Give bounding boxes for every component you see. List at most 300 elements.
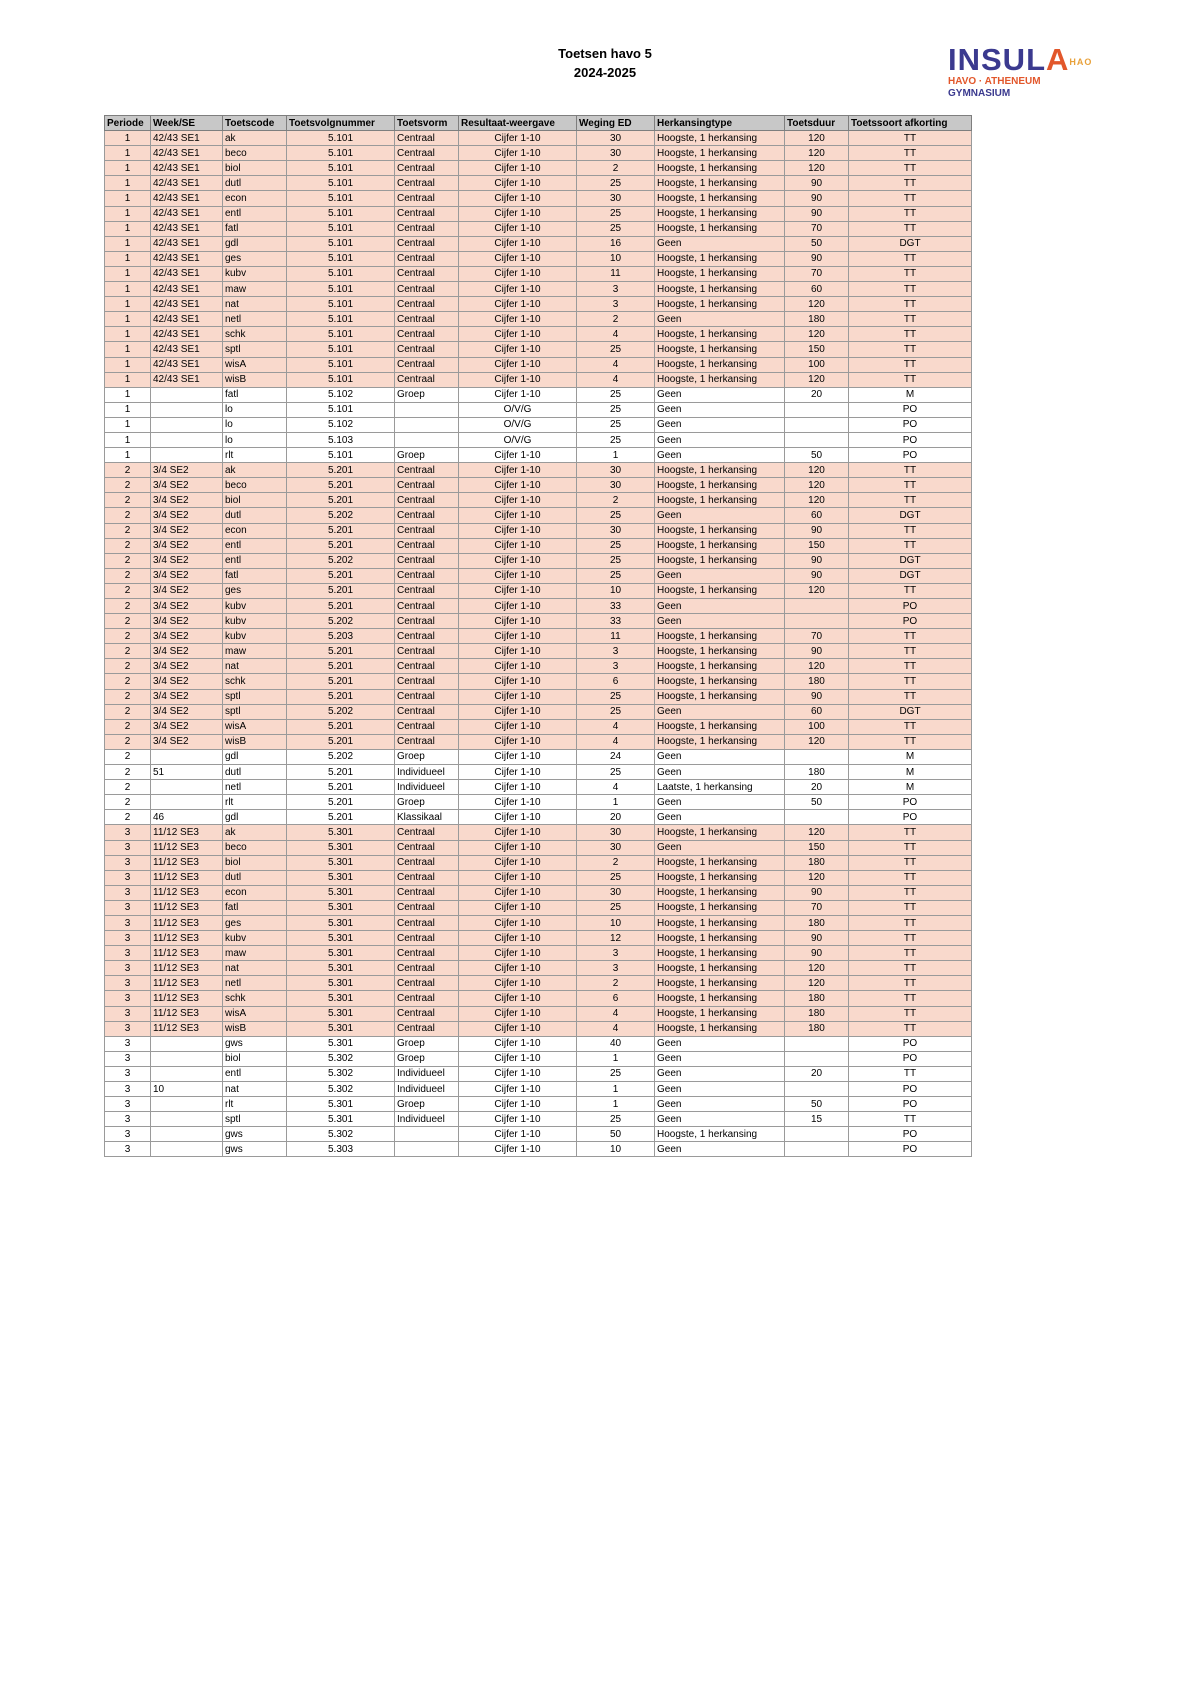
table-cell: 5.302 — [287, 1127, 395, 1142]
table-cell: 120 — [785, 583, 849, 598]
table-cell: 11/12 SE3 — [151, 840, 223, 855]
table-cell: 2 — [105, 765, 151, 780]
table-cell: Cijfer 1-10 — [459, 478, 577, 493]
table-cell: Geen — [655, 448, 785, 463]
table-cell: Cijfer 1-10 — [459, 191, 577, 206]
table-cell: Hoogste, 1 herkansing — [655, 372, 785, 387]
table-cell: Geen — [655, 417, 785, 432]
table-cell: Hoogste, 1 herkansing — [655, 478, 785, 493]
table-cell: PO — [849, 1142, 972, 1157]
table-cell: Cijfer 1-10 — [459, 553, 577, 568]
table-cell: kubv — [223, 599, 287, 614]
table-cell: Centraal — [395, 357, 459, 372]
table-cell: 3 — [105, 1112, 151, 1127]
table-cell: Cijfer 1-10 — [459, 372, 577, 387]
table-cell: 25 — [577, 553, 655, 568]
table-row — [105, 523, 972, 538]
table-cell: 5.202 — [287, 704, 395, 719]
table-cell: 120 — [785, 327, 849, 342]
table-cell: lo — [223, 432, 287, 447]
table-cell: Hoogste, 1 herkansing — [655, 885, 785, 900]
table-cell: netl — [223, 312, 287, 327]
table-cell: 3 — [105, 976, 151, 991]
table-cell: DGT — [849, 568, 972, 583]
table-cell: TT — [849, 161, 972, 176]
table-row — [105, 236, 972, 251]
table-cell: 6 — [577, 991, 655, 1006]
table-cell: rlt — [223, 795, 287, 810]
table-cell: Centraal — [395, 704, 459, 719]
table-row — [105, 825, 972, 840]
table-cell — [785, 1036, 849, 1051]
table-cell: Cijfer 1-10 — [459, 568, 577, 583]
table-cell: 2 — [105, 810, 151, 825]
table-cell: 25 — [577, 900, 655, 915]
table-row — [105, 795, 972, 810]
table-cell: maw — [223, 644, 287, 659]
table-cell: Cijfer 1-10 — [459, 1021, 577, 1036]
table-cell: Hoogste, 1 herkansing — [655, 659, 785, 674]
table-cell: Individueel — [395, 780, 459, 795]
table-cell: O/V/G — [459, 432, 577, 447]
table-cell: 5.101 — [287, 191, 395, 206]
table-cell: 3 — [105, 1021, 151, 1036]
table-cell: DGT — [849, 704, 972, 719]
table-cell: 5.301 — [287, 946, 395, 961]
table-cell: Groep — [395, 1051, 459, 1066]
table-cell: 120 — [785, 825, 849, 840]
table-row — [105, 915, 972, 930]
table-cell: 1 — [105, 266, 151, 281]
table-cell: 3 — [105, 825, 151, 840]
table-cell: dutl — [223, 508, 287, 523]
table-cell: fatl — [223, 387, 287, 402]
table-cell: 90 — [785, 191, 849, 206]
table-cell: schk — [223, 674, 287, 689]
table-cell — [785, 402, 849, 417]
table-cell: Hoogste, 1 herkansing — [655, 282, 785, 297]
table-cell — [151, 387, 223, 402]
table-cell: 5.301 — [287, 1021, 395, 1036]
table-cell: gws — [223, 1127, 287, 1142]
table-cell: TT — [849, 206, 972, 221]
table-cell: Cijfer 1-10 — [459, 870, 577, 885]
table-cell: 1 — [105, 327, 151, 342]
table-cell: 20 — [577, 810, 655, 825]
table-cell: Cijfer 1-10 — [459, 161, 577, 176]
table-cell: Hoogste, 1 herkansing — [655, 342, 785, 357]
table-cell: nat — [223, 1082, 287, 1097]
table-cell: Geen — [655, 749, 785, 764]
table-cell: 5.101 — [287, 251, 395, 266]
table-cell: 5.101 — [287, 282, 395, 297]
table-row — [105, 1006, 972, 1021]
table-cell: Hoogste, 1 herkansing — [655, 327, 785, 342]
table-cell: 2 — [105, 704, 151, 719]
table-cell: 50 — [577, 1127, 655, 1142]
table-cell: 5.101 — [287, 327, 395, 342]
table-row — [105, 342, 972, 357]
table-row — [105, 357, 972, 372]
table-cell: Individueel — [395, 1082, 459, 1097]
table-cell: 4 — [577, 357, 655, 372]
table-cell: 60 — [785, 282, 849, 297]
table-cell: 5.101 — [287, 448, 395, 463]
table-cell: 3/4 SE2 — [151, 644, 223, 659]
table-cell: 180 — [785, 991, 849, 1006]
table-cell: 42/43 SE1 — [151, 282, 223, 297]
table-cell: 3/4 SE2 — [151, 523, 223, 538]
table-cell — [785, 1127, 849, 1142]
table-row — [105, 629, 972, 644]
table-cell: 4 — [577, 372, 655, 387]
table-cell: 5.301 — [287, 1112, 395, 1127]
table-cell: 100 — [785, 719, 849, 734]
table-cell: 70 — [785, 629, 849, 644]
table-cell: Cijfer 1-10 — [459, 599, 577, 614]
table-cell: 25 — [577, 689, 655, 704]
table-cell: 90 — [785, 931, 849, 946]
table-cell: 25 — [577, 402, 655, 417]
table-cell: 3 — [105, 870, 151, 885]
table-cell: Geen — [655, 387, 785, 402]
table-cell: Hoogste, 1 herkansing — [655, 644, 785, 659]
table-row — [105, 674, 972, 689]
table-cell: Centraal — [395, 176, 459, 191]
table-cell: Hoogste, 1 herkansing — [655, 1006, 785, 1021]
column-header: Week/SE — [151, 116, 223, 131]
table-row — [105, 372, 972, 387]
table-cell: 11/12 SE3 — [151, 961, 223, 976]
table-cell: 4 — [577, 1006, 655, 1021]
table-cell: 12 — [577, 931, 655, 946]
table-cell: 1 — [105, 176, 151, 191]
table-cell: Cijfer 1-10 — [459, 251, 577, 266]
table-cell: Cijfer 1-10 — [459, 689, 577, 704]
table-cell: 5.301 — [287, 825, 395, 840]
table-cell: 11/12 SE3 — [151, 991, 223, 1006]
table-cell: Geen — [655, 765, 785, 780]
table-cell: 3/4 SE2 — [151, 704, 223, 719]
table-cell: Centraal — [395, 312, 459, 327]
table-cell: Hoogste, 1 herkansing — [655, 870, 785, 885]
table-cell: 180 — [785, 765, 849, 780]
table-cell: Cijfer 1-10 — [459, 463, 577, 478]
table-cell: 4 — [577, 327, 655, 342]
table-cell: ak — [223, 825, 287, 840]
table-cell: Centraal — [395, 885, 459, 900]
logo-subtitle-2: GYMNASIUM — [948, 88, 1011, 99]
table-cell: 120 — [785, 870, 849, 885]
table-cell: 11/12 SE3 — [151, 931, 223, 946]
table-cell: TT — [849, 146, 972, 161]
table-cell: Cijfer 1-10 — [459, 900, 577, 915]
table-cell: 1 — [105, 357, 151, 372]
table-cell: 5.101 — [287, 297, 395, 312]
table-cell: 3 — [105, 961, 151, 976]
table-cell — [151, 795, 223, 810]
table-cell: 180 — [785, 1006, 849, 1021]
table-cell: 11 — [577, 629, 655, 644]
table-cell: Cijfer 1-10 — [459, 282, 577, 297]
table-row — [105, 946, 972, 961]
table-cell: fatl — [223, 221, 287, 236]
table-cell: Geen — [655, 568, 785, 583]
table-cell: econ — [223, 191, 287, 206]
table-cell: 2 — [105, 493, 151, 508]
table-cell: 2 — [105, 780, 151, 795]
table-cell: Centraal — [395, 538, 459, 553]
table-cell: Cijfer 1-10 — [459, 327, 577, 342]
table-cell: 120 — [785, 131, 849, 146]
table-cell: DGT — [849, 553, 972, 568]
table-cell: Centraal — [395, 599, 459, 614]
table-cell: TT — [849, 327, 972, 342]
table-cell: PO — [849, 1036, 972, 1051]
table-cell: Cijfer 1-10 — [459, 810, 577, 825]
table-cell: Cijfer 1-10 — [459, 795, 577, 810]
table-cell: 1 — [105, 402, 151, 417]
table-cell: TT — [849, 1066, 972, 1081]
table-cell: 2 — [105, 749, 151, 764]
table-cell: 2 — [105, 538, 151, 553]
table-cell: 150 — [785, 342, 849, 357]
document-title — [510, 44, 700, 82]
table-cell: 3/4 SE2 — [151, 538, 223, 553]
table-cell: Cijfer 1-10 — [459, 946, 577, 961]
table-row — [105, 191, 972, 206]
table-cell: TT — [849, 674, 972, 689]
table-cell: 51 — [151, 765, 223, 780]
table-cell: 4 — [577, 1021, 655, 1036]
table-cell: Geen — [655, 432, 785, 447]
table-cell: 30 — [577, 146, 655, 161]
table-cell: Cijfer 1-10 — [459, 749, 577, 764]
table-cell: 3 — [105, 1127, 151, 1142]
table-cell: Cijfer 1-10 — [459, 991, 577, 1006]
table-cell: Cijfer 1-10 — [459, 357, 577, 372]
table-cell: 5.101 — [287, 131, 395, 146]
table-cell: kubv — [223, 931, 287, 946]
table-cell: 5.201 — [287, 674, 395, 689]
table-cell: 5.302 — [287, 1066, 395, 1081]
table-cell: Hoogste, 1 herkansing — [655, 961, 785, 976]
table-cell: M — [849, 749, 972, 764]
table-cell: Centraal — [395, 372, 459, 387]
table-cell: Geen — [655, 840, 785, 855]
table-cell: Centraal — [395, 508, 459, 523]
table-cell: nat — [223, 961, 287, 976]
table-cell: 150 — [785, 538, 849, 553]
table-cell: Hoogste, 1 herkansing — [655, 583, 785, 598]
table-row — [105, 1142, 972, 1157]
table-cell — [151, 417, 223, 432]
table-cell: M — [849, 780, 972, 795]
table-cell: 2 — [577, 855, 655, 870]
table-cell: 1 — [105, 221, 151, 236]
table-cell: Cijfer 1-10 — [459, 493, 577, 508]
table-cell: TT — [849, 342, 972, 357]
table-cell: 3/4 SE2 — [151, 689, 223, 704]
table-cell: Centraal — [395, 493, 459, 508]
table-cell: econ — [223, 523, 287, 538]
table-cell: Cijfer 1-10 — [459, 931, 577, 946]
table-cell: TT — [849, 991, 972, 1006]
toetsen-table — [104, 115, 972, 1157]
table-cell: 46 — [151, 810, 223, 825]
table-cell — [151, 432, 223, 447]
table-cell: 5.201 — [287, 568, 395, 583]
table-cell: 5.201 — [287, 493, 395, 508]
table-cell: TT — [849, 659, 972, 674]
table-cell: Centraal — [395, 991, 459, 1006]
table-cell: 3 — [577, 961, 655, 976]
table-cell: Hoogste, 1 herkansing — [655, 176, 785, 191]
table-cell: 25 — [577, 1112, 655, 1127]
table-cell: TT — [849, 372, 972, 387]
table-row — [105, 387, 972, 402]
table-cell: 2 — [577, 976, 655, 991]
table-cell: Cijfer 1-10 — [459, 206, 577, 221]
table-cell: Centraal — [395, 131, 459, 146]
table-cell: 120 — [785, 463, 849, 478]
table-cell: 5.201 — [287, 719, 395, 734]
table-cell: Geen — [655, 1051, 785, 1066]
table-cell: Centraal — [395, 161, 459, 176]
table-cell — [151, 1142, 223, 1157]
table-cell: Laatste, 1 herkansing — [655, 780, 785, 795]
table-cell: Geen — [655, 1082, 785, 1097]
table-cell: 25 — [577, 176, 655, 191]
table-cell: lo — [223, 417, 287, 432]
table-cell: O/V/G — [459, 402, 577, 417]
table-cell: 25 — [577, 206, 655, 221]
table-cell: TT — [849, 931, 972, 946]
table-cell: Geen — [655, 1112, 785, 1127]
table-cell: TT — [849, 357, 972, 372]
table-cell: 2 — [105, 614, 151, 629]
table-cell: 5.201 — [287, 583, 395, 598]
table-cell: gdl — [223, 749, 287, 764]
table-cell: Cijfer 1-10 — [459, 915, 577, 930]
table-cell: maw — [223, 282, 287, 297]
table-cell: 3 — [105, 991, 151, 1006]
title-line-2: 2024-2025 — [573, 65, 637, 80]
table-cell: 5.101 — [287, 372, 395, 387]
table-cell: Centraal — [395, 674, 459, 689]
table-cell: Centraal — [395, 236, 459, 251]
table-cell: wisB — [223, 734, 287, 749]
table-cell — [151, 1112, 223, 1127]
table-row — [105, 1112, 972, 1127]
table-cell — [785, 1051, 849, 1066]
table-row — [105, 719, 972, 734]
table-row — [105, 553, 972, 568]
table-cell: Individueel — [395, 765, 459, 780]
table-cell: 180 — [785, 915, 849, 930]
table-cell: Centraal — [395, 191, 459, 206]
table-cell: TT — [849, 961, 972, 976]
table-cell: 5.103 — [287, 432, 395, 447]
table-cell — [151, 1127, 223, 1142]
table-cell: 5.301 — [287, 885, 395, 900]
table-cell: rlt — [223, 1097, 287, 1112]
table-cell: gdl — [223, 236, 287, 251]
table-row — [105, 855, 972, 870]
table-cell: TT — [849, 131, 972, 146]
table-cell: Centraal — [395, 553, 459, 568]
table-cell: TT — [849, 825, 972, 840]
table-row — [105, 508, 972, 523]
table-cell: 25 — [577, 387, 655, 402]
table-cell: 1 — [105, 206, 151, 221]
table-cell: 2 — [105, 674, 151, 689]
table-cell: PO — [849, 1051, 972, 1066]
table-row — [105, 131, 972, 146]
table-cell: Centraal — [395, 870, 459, 885]
table-cell: 90 — [785, 206, 849, 221]
table-cell: 25 — [577, 765, 655, 780]
table-cell: 5.301 — [287, 931, 395, 946]
table-cell — [395, 432, 459, 447]
table-cell: 20 — [785, 387, 849, 402]
table-cell: 2 — [577, 161, 655, 176]
table-cell: 5.201 — [287, 644, 395, 659]
table-cell: Hoogste, 1 herkansing — [655, 146, 785, 161]
table-cell — [395, 417, 459, 432]
table-cell: 42/43 SE1 — [151, 312, 223, 327]
table-cell: 30 — [577, 523, 655, 538]
table-cell: 3 — [105, 1142, 151, 1157]
table-cell: 3 — [577, 659, 655, 674]
table-cell: 100 — [785, 357, 849, 372]
table-cell: 6 — [577, 674, 655, 689]
table-cell: Centraal — [395, 206, 459, 221]
table-cell: 42/43 SE1 — [151, 206, 223, 221]
table-cell: Geen — [655, 614, 785, 629]
table-cell: Hoogste, 1 herkansing — [655, 1021, 785, 1036]
table-cell: Cijfer 1-10 — [459, 266, 577, 281]
table-cell: biol — [223, 1051, 287, 1066]
table-cell: 1 — [105, 146, 151, 161]
table-cell: 3/4 SE2 — [151, 568, 223, 583]
table-row — [105, 161, 972, 176]
column-header: Toetsvolgnummer — [287, 116, 395, 131]
table-cell: Hoogste, 1 herkansing — [655, 463, 785, 478]
table-row — [105, 1036, 972, 1051]
table-cell: PO — [849, 810, 972, 825]
table-row — [105, 644, 972, 659]
table-cell: 60 — [785, 508, 849, 523]
table-cell: 2 — [105, 795, 151, 810]
table-cell — [151, 1066, 223, 1081]
table-cell: wisA — [223, 719, 287, 734]
table-cell: 1 — [577, 795, 655, 810]
table-cell: TT — [849, 191, 972, 206]
table-cell: Centraal — [395, 689, 459, 704]
table-cell: 16 — [577, 236, 655, 251]
table-cell: Hoogste, 1 herkansing — [655, 689, 785, 704]
table-cell: 5.301 — [287, 915, 395, 930]
table-cell: Centraal — [395, 463, 459, 478]
table-cell: 60 — [785, 704, 849, 719]
table-cell: 5.201 — [287, 478, 395, 493]
table-cell: 1 — [577, 1082, 655, 1097]
table-cell: TT — [849, 946, 972, 961]
table-cell: TT — [849, 493, 972, 508]
table-cell: Cijfer 1-10 — [459, 840, 577, 855]
table-cell: 25 — [577, 704, 655, 719]
